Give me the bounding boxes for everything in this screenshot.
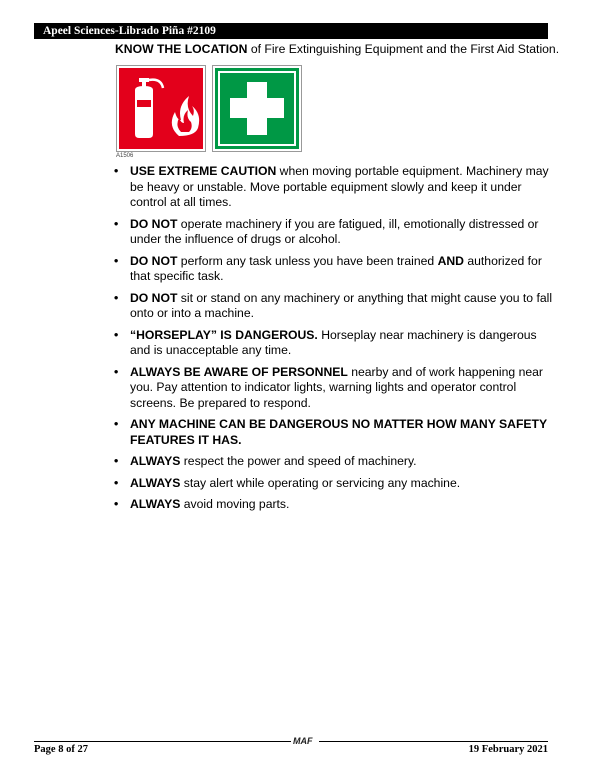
rule-item (114, 417, 554, 448)
rule-text: avoid moving parts. (180, 497, 290, 511)
rule-text: perform any task unless you have been trained (177, 253, 438, 268)
rule-bold: USE EXTREME CAUTION (130, 164, 277, 178)
rule-bold: DO NOT (130, 253, 178, 268)
rule-bold: DO NOT (130, 290, 178, 305)
bullet-icon: • (114, 290, 119, 305)
document-title: Apeel Sciences-Librado Piña #2109 (43, 25, 216, 37)
rule-text: stay alert while operating or servicing any machine. (180, 475, 461, 490)
rule-bold: ALWAYS (130, 475, 181, 490)
intro-bold: KNOW THE LOCATION (115, 42, 248, 56)
rule-text: operate machinery if you are fatigued, ill, emotionally distressed or under the influence of drugs or alcohol. (130, 216, 539, 247)
rule-bold: ALWAYS (130, 454, 181, 469)
bullet-icon: • (114, 216, 119, 231)
bullet-icon: • (114, 164, 119, 178)
rule-item (114, 291, 554, 322)
rule-text: respect the power and speed of machinery. (180, 454, 417, 469)
rule-bold: ALWAYS (130, 497, 181, 511)
rule-text-2: authorized for that specific task. (130, 253, 542, 284)
rule-item (114, 328, 554, 359)
rule-bold-2: AND (437, 253, 464, 268)
rule-bold: “HORSEPLAY” IS DANGEROUS. (130, 327, 318, 342)
bullet-icon: • (114, 364, 119, 379)
rule-bold: ALWAYS BE AWARE OF PERSONNEL (130, 364, 348, 379)
maf-logo (291, 735, 319, 748)
rule-item (114, 217, 554, 248)
intro-text: of Fire Extinguishing Equipment and the First Aid Station. (247, 42, 560, 56)
rule-item (114, 254, 554, 285)
rule-text: when moving portable equipment. Machinery may be heavy or unstable. Move portable equipment slowly and keep it under control at all times. (130, 164, 549, 210)
document-date: 19 February 2021 (468, 744, 548, 755)
bullet-icon: • (114, 454, 119, 469)
maf-logo-text: MAF (293, 736, 313, 746)
rule-bold: DO NOT (130, 216, 178, 231)
page-number: Page 8 of 27 (34, 744, 88, 755)
rule-item (114, 365, 554, 412)
bullet-icon: • (114, 417, 119, 432)
bullet-icon: • (114, 327, 119, 342)
safety-rules-list (114, 164, 554, 518)
rule-item (114, 497, 554, 513)
bullet-icon: • (114, 497, 119, 511)
rule-item (114, 476, 554, 492)
header-bar (34, 23, 548, 39)
rule-text: sit or stand on any machinery or anything that might cause you to fall onto or into a machine. (130, 290, 553, 321)
fire-extinguisher-sign-icon (116, 65, 206, 152)
rule-bold: ANY MACHINE CAN BE DANGEROUS NO MATTER HOW MANY SAFETY FEATURES IT HAS. (130, 417, 547, 448)
rule-text: Horseplay near machinery is dangerous and is unacceptable any time. (130, 327, 537, 358)
bullet-icon: • (114, 475, 119, 490)
intro-line (115, 42, 560, 57)
first-aid-sign-icon (212, 65, 302, 152)
bullet-icon: • (114, 253, 119, 268)
rule-item (114, 454, 554, 470)
rule-text: nearby and of work happening near you. Pay attention to indicator lights, warning lights and operator control screens. Be prepared to respond. (130, 364, 543, 411)
rule-item (114, 164, 554, 211)
sign-code: A1506 (116, 153, 134, 159)
